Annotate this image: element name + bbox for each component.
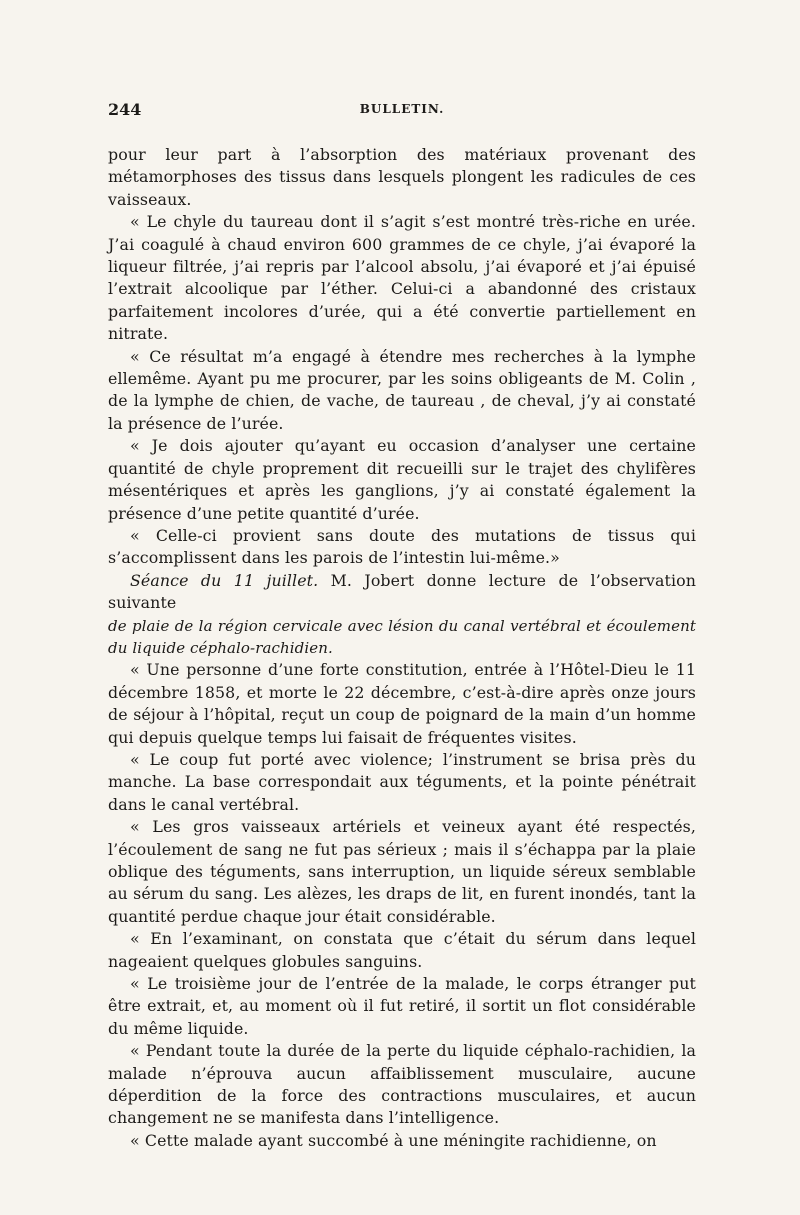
running-head: BULLETIN. — [359, 102, 445, 116]
seance-text: M. Jobert donne lecture de l’observation suivante — [108, 570, 696, 613]
book-page — [108, 100, 696, 1152]
paragraph-continued: pour leur part à l’absorption des matériaux provenant des métamorphoses des tissus dans lesquels plongent les radicules de ces vaisseaux. — [108, 145, 696, 209]
paragraph: « En l’examinant, on constata que c’était du sérum dans lequel nageaient quelques globules sanguins. — [108, 929, 696, 971]
paragraph: « Le coup fut porté avec violence; l’instrument se brisa près du manche. La base correspondait aux téguments, et la pointe pénétrait dans le canal vertébral. — [108, 749, 696, 814]
paragraph: « Pendant toute la durée de la perte du liquide céphalo-rachidien, la malade n’éprouva aucun affaiblissement musculaire, aucune déperdition de la force des contractions musculaires, et aucun changement ne se manifesta dans l’intelligence. — [108, 1041, 696, 1128]
paragraph: « Le troisième jour de l’entrée de la malade, le corps étranger put être extrait, et, au moment où il fut retiré, il sortit un flot considérable du même liquide. — [108, 974, 696, 1038]
page-number: 244 — [108, 100, 142, 119]
page-header — [108, 100, 696, 130]
observation-title: de plaie de la région cervicale avec lésion du canal vertébral et écoulement du liquide céphalo-rachidien. — [108, 616, 696, 657]
body-text — [108, 144, 696, 1152]
paragraph: « Je dois ajouter qu’ayant eu occasion d’analyser une certaine quantité de chyle proprement dit recueilli sur le trajet des chylifères mésentériques et après les ganglions, j’y ai constaté également la présence d’une petite quantité d’urée. — [108, 436, 696, 523]
paragraph-last: « Cette malade ayant succombé à une méningite rachidienne, on — [130, 1130, 657, 1150]
paragraph: « Celle-ci provient sans doute des mutations de tissus qui s’accomplissent dans les parois de l’intestin lui-même.» — [108, 525, 696, 568]
paragraph: « Ce résultat m’a engagé à étendre mes recherches à la lymphe ellemême. Ayant pu me procurer, par les soins obligeants de M. Colin , de la lymphe de chien, de vache, de taureau , de cheval, j’y ai constaté la présence de l’urée. — [108, 346, 696, 433]
paragraph: « Le chyle du taureau dont il s’agit s’est montré très-riche en urée. J’ai coagulé à chaud environ 600 grammes de ce chyle, j’ai évaporé la liqueur filtrée, j’ai repris par l’alcool absolu, j’ai évaporé et j’ai épuisé l’extrait alcoolique par l’éther. Celui-ci a abandonné des cristaux parfaitement incolores d’urée, qui a été convertie partiellement en nitrate. — [108, 212, 696, 344]
paragraph: « Une personne d’une forte constitution, entrée à l’Hôtel-Dieu le 11 décembre 1858, et morte le 22 décembre, c’est-à-dire après onze jours de séjour à l’hôpital, reçut un coup de poignard de la main d’un homme qui depuis quelque temps lui faisait de fréquentes visites. — [108, 660, 696, 747]
seance-label: Séance du 11 juillet. — [130, 570, 319, 590]
seance-paragraph — [108, 570, 696, 615]
paragraph: « Les gros vaisseaux artériels et veineux ayant été respectés, l’écoulement de sang ne fut pas sérieux ; mais il s’échappa par la plaie oblique des téguments, sans interruption, un liquide séreux semblable au sérum du sang. Les alèzes, les draps de lit, en furent inondés, tant la quantité perdue chaque jour était considérable. — [108, 817, 696, 926]
